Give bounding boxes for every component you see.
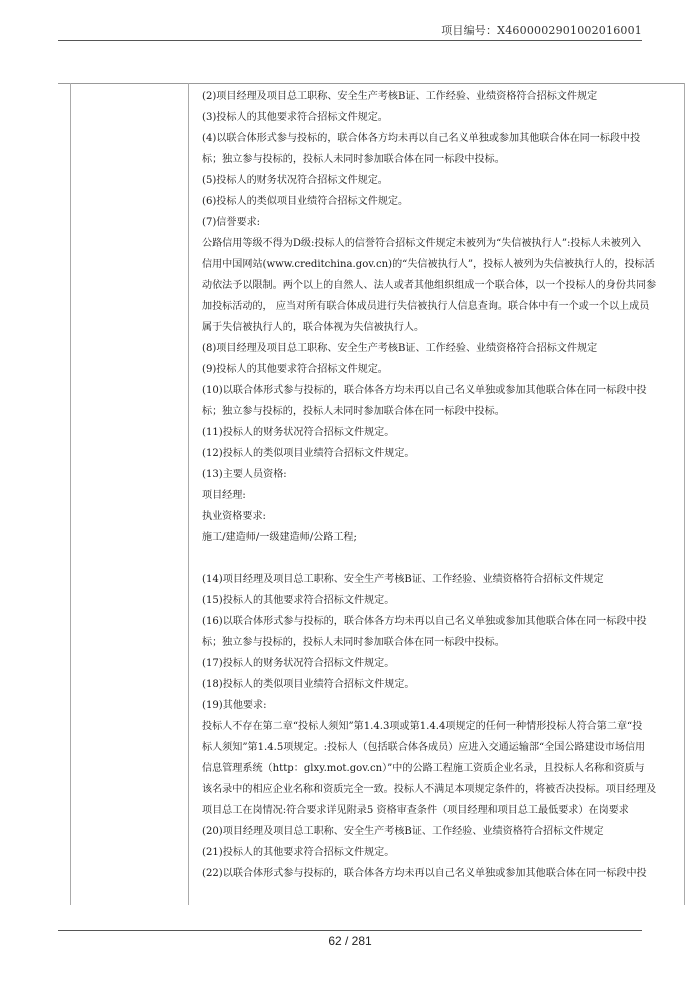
table-border-left (70, 83, 71, 905)
text-line: 公路信用等级不得为D级:投标人的信誉符合招标文件规定未被列为“失信被执行人”:投标人未被列入 (202, 238, 642, 249)
table-border-right (684, 83, 685, 905)
text-line: (15)投标人的其他要求符合招标文件规定。 (202, 595, 395, 606)
text-line: (18)投标人的类似项目业绩符合招标文件规定。 (202, 679, 415, 690)
blank-line (202, 548, 680, 569)
text-line: 施工/建造师/一级建造师/公路工程; (202, 532, 357, 543)
text-line: 信息管理系统（http：glxy.mot.gov.cn）”中的公路工程施工资质企业名录，且投标人名称和资质与 (202, 763, 645, 774)
header-rule (58, 40, 642, 41)
footer-rule (58, 930, 642, 931)
text-line: (10)以联合体形式参与投标的，联合体各方均未再以自己名义单独或参加其他联合体在同一标段中投 (202, 385, 647, 396)
text-line: (21)投标人的其他要求符合招标文件规定。 (202, 847, 395, 858)
text-line: (8)项目经理及项目总工职称、安全生产考核B证、工作经验、业绩资格符合招标文件规定 (202, 343, 598, 354)
text-line: (12)投标人的类似项目业绩符合招标文件规定。 (202, 448, 415, 459)
text-line: 标；独立参与投标的，投标人未同时参加联合体在同一标段中投标。 (202, 637, 505, 648)
text-line: (17)投标人的财务状况符合招标文件规定。 (202, 658, 395, 669)
text-line: (16)以联合体形式参与投标的，联合体各方均未再以自己名义单独或参加其他联合体在同一标段中投 (202, 616, 647, 627)
text-line: (5)投标人的财务状况符合招标文件规定。 (202, 175, 388, 186)
text-line: (22)以联合体形式参与投标的，联合体各方均未再以自己名义单独或参加其他联合体在同一标段中投 (202, 868, 647, 879)
text-line: 信用中国网站(www.creditchina.gov.cn)的“失信被执行人”，投标人被列为失信被执行人的，投标活 (202, 259, 655, 270)
table-column-divider (188, 83, 189, 905)
requirements-text (202, 86, 680, 884)
text-line: (2)项目经理及项目总工职称、安全生产考核B证、工作经验、业绩资格符合招标文件规定 (202, 91, 598, 102)
text-line: 加投标活动的， 应当对所有联合体成员进行失信被执行人信息查询。联合体中有一个或一个以上成员 (202, 301, 650, 312)
text-line: (11)投标人的财务状况符合招标文件规定。 (202, 427, 395, 438)
text-line: (4)以联合体形式参与投标的，联合体各方均未再以自己名义单独或参加其他联合体在同一标段中投 (202, 133, 641, 144)
text-line: (3)投标人的其他要求符合招标文件规定。 (202, 112, 388, 123)
text-line: (14)项目经理及项目总工职称、安全生产考核B证、工作经验、业绩资格符合招标文件规定 (202, 574, 604, 585)
text-line: (13)主要人员资格: (202, 469, 287, 480)
project-number: 项目编号：X4600002901002016001 (441, 24, 642, 37)
text-line: (20)项目经理及项目总工职称、安全生产考核B证、工作经验、业绩资格符合招标文件规定 (202, 826, 604, 837)
text-line: 项目经理: (202, 490, 246, 501)
text-line: 标；独立参与投标的，投标人未同时参加联合体在同一标段中投标。 (202, 154, 505, 165)
text-line: 标；独立参与投标的，投标人未同时参加联合体在同一标段中投标。 (202, 406, 505, 417)
text-line: 该名录中的相应企业名称和资质完全一致。投标人不满足本项规定条件的，将被否决投标。项目经理及 (202, 784, 657, 795)
text-line: (7)信誉要求: (202, 217, 261, 228)
text-line: (6)投标人的类似项目业绩符合招标文件规定。 (202, 196, 409, 207)
text-line: 执业资格要求: (202, 511, 266, 522)
text-line: (9)投标人的其他要求符合招标文件规定。 (202, 364, 388, 375)
page-number: 62 / 281 (328, 934, 372, 948)
text-line: (19)其他要求: (202, 700, 267, 711)
text-line: 投标人不存在第二章“投标人须知”第1.4.3项或第1.4.4项规定的任何一种情形投标人符合第二章“投 (202, 721, 643, 732)
text-line: 动依法予以限制。两个以上的自然人、法人或者其他组织组成一个联合体，以一个投标人的身份共同参 (202, 280, 657, 291)
text-line: 标人须知”第1.4.5项规定。:投标人（包括联合体各成员）应进入交通运输部“全国公路建设市场信用 (202, 742, 646, 753)
text-line: 属于失信被执行人的，联合体视为失信被执行人。 (202, 322, 425, 333)
text-line: 项目总工在岗情况:符合要求详见附录5 资格审查条件（项目经理和项目总工最低要求）在岗要求 (202, 805, 629, 816)
